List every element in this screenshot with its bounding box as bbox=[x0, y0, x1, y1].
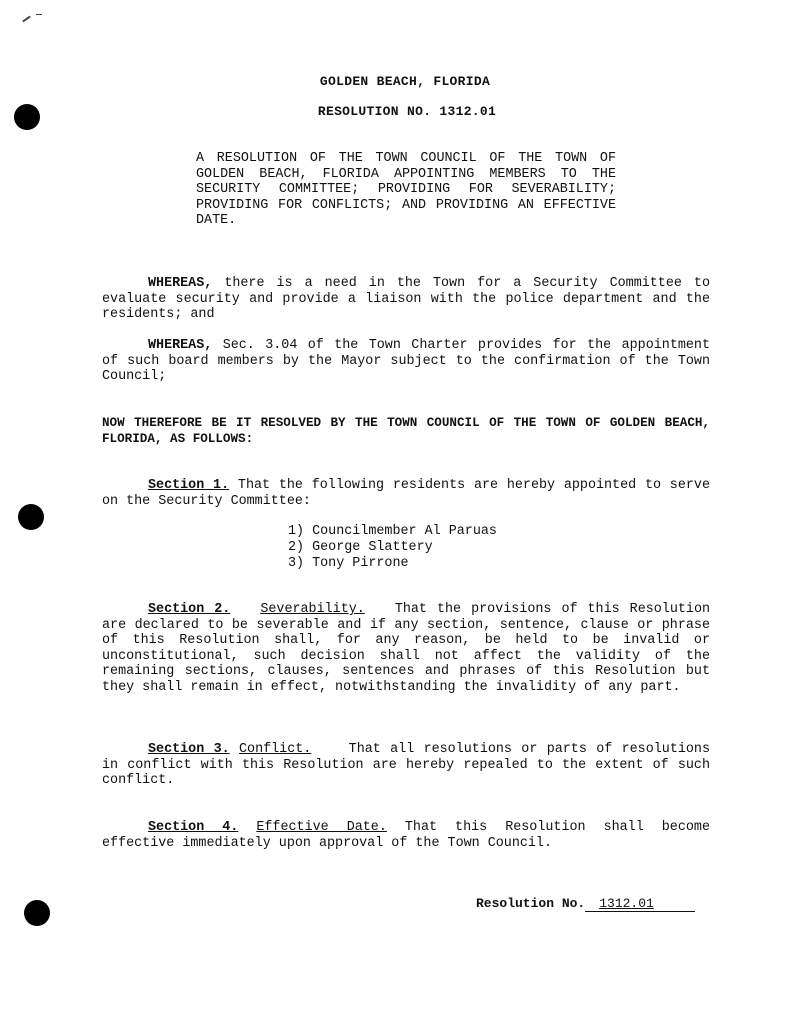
section-4-text: That this Resolution shall become effective immediately upon approval of the Town Council. bbox=[102, 820, 710, 851]
whereas-label: WHEREAS, bbox=[148, 338, 213, 353]
footer-label: Resolution No. bbox=[476, 896, 586, 911]
whereas-clause-1 bbox=[102, 276, 710, 323]
appointee-list bbox=[288, 524, 588, 572]
section-1-text: That the following residents are hereby appointed to serve on the Security Committee: bbox=[102, 478, 710, 509]
scan-speck bbox=[36, 14, 42, 15]
section-3 bbox=[102, 742, 710, 789]
list-item: 2) George Slattery bbox=[288, 540, 433, 555]
section-3-label: Section 3. bbox=[148, 742, 230, 757]
footer-resolution-reference bbox=[476, 896, 695, 912]
section-4 bbox=[102, 820, 710, 851]
town-heading: GOLDEN BEACH, FLORIDA bbox=[319, 74, 491, 89]
resolution-number-heading: RESOLUTION NO. 1312.01 bbox=[317, 104, 497, 119]
whereas-text: Sec. 3.04 of the Town Charter provides for the appointment of such board members by the Mayor subject to the confirmation of the Town Council; bbox=[102, 338, 710, 384]
list-item: 1) Councilmember Al Paruas bbox=[288, 524, 497, 539]
whereas-text: there is a need in the Town for a Security Committee to evaluate security and provide a liaison with the police department and the residents; and bbox=[102, 276, 710, 322]
section-2 bbox=[102, 602, 710, 695]
section-1-label: Section 1. bbox=[148, 478, 230, 493]
section-2-title: Severability. bbox=[260, 602, 365, 617]
section-4-label: Section 4. bbox=[148, 820, 239, 835]
whereas-label: WHEREAS, bbox=[148, 276, 213, 291]
resolved-clause: NOW THEREFORE BE IT RESOLVED BY THE TOWN COUNCIL OF THE TOWN OF GOLDEN BEACH, FLORIDA, AS FOLLOWS: bbox=[102, 416, 710, 446]
footer-resolution-number: 1312.01 bbox=[585, 896, 695, 912]
binder-hole-middle bbox=[18, 504, 44, 530]
section-3-title: Conflict. bbox=[239, 742, 312, 757]
binder-hole-bottom bbox=[24, 900, 50, 926]
whereas-clause-2 bbox=[102, 338, 710, 385]
list-item: 3) Tony Pirrone bbox=[288, 556, 409, 571]
resolution-summary: A RESOLUTION OF THE TOWN COUNCIL OF THE TOWN OF GOLDEN BEACH, FLORIDA APPOINTING MEMBERS TO THE SECURITY COMMITTEE; PROVIDING FOR SEVERABILITY; PROVIDING FOR CONFLICTS; AND PROVIDING AN EFFECTIVE DATE. bbox=[196, 151, 616, 228]
section-4-title: Effective Date. bbox=[256, 820, 387, 835]
section-3-text: That all resolutions or parts of resolutions in conflict with this Resolution are hereby repealed to the extent of such conflict. bbox=[102, 742, 710, 788]
scan-speck bbox=[22, 16, 31, 23]
section-2-label: Section 2. bbox=[148, 602, 231, 617]
section-2-text: That the provisions of this Resolution are declared to be severable and if any section, sentence, clause or phrase of this Resolution shall, for any reason, be held to be invalid or unconstitutional, such decision shall not affect the validity of the remaining sections, clauses, sentences and phrases of this Resolution but they shall remain in effect, notwithstanding the invalidity of any part. bbox=[102, 602, 711, 695]
section-1 bbox=[102, 478, 710, 509]
